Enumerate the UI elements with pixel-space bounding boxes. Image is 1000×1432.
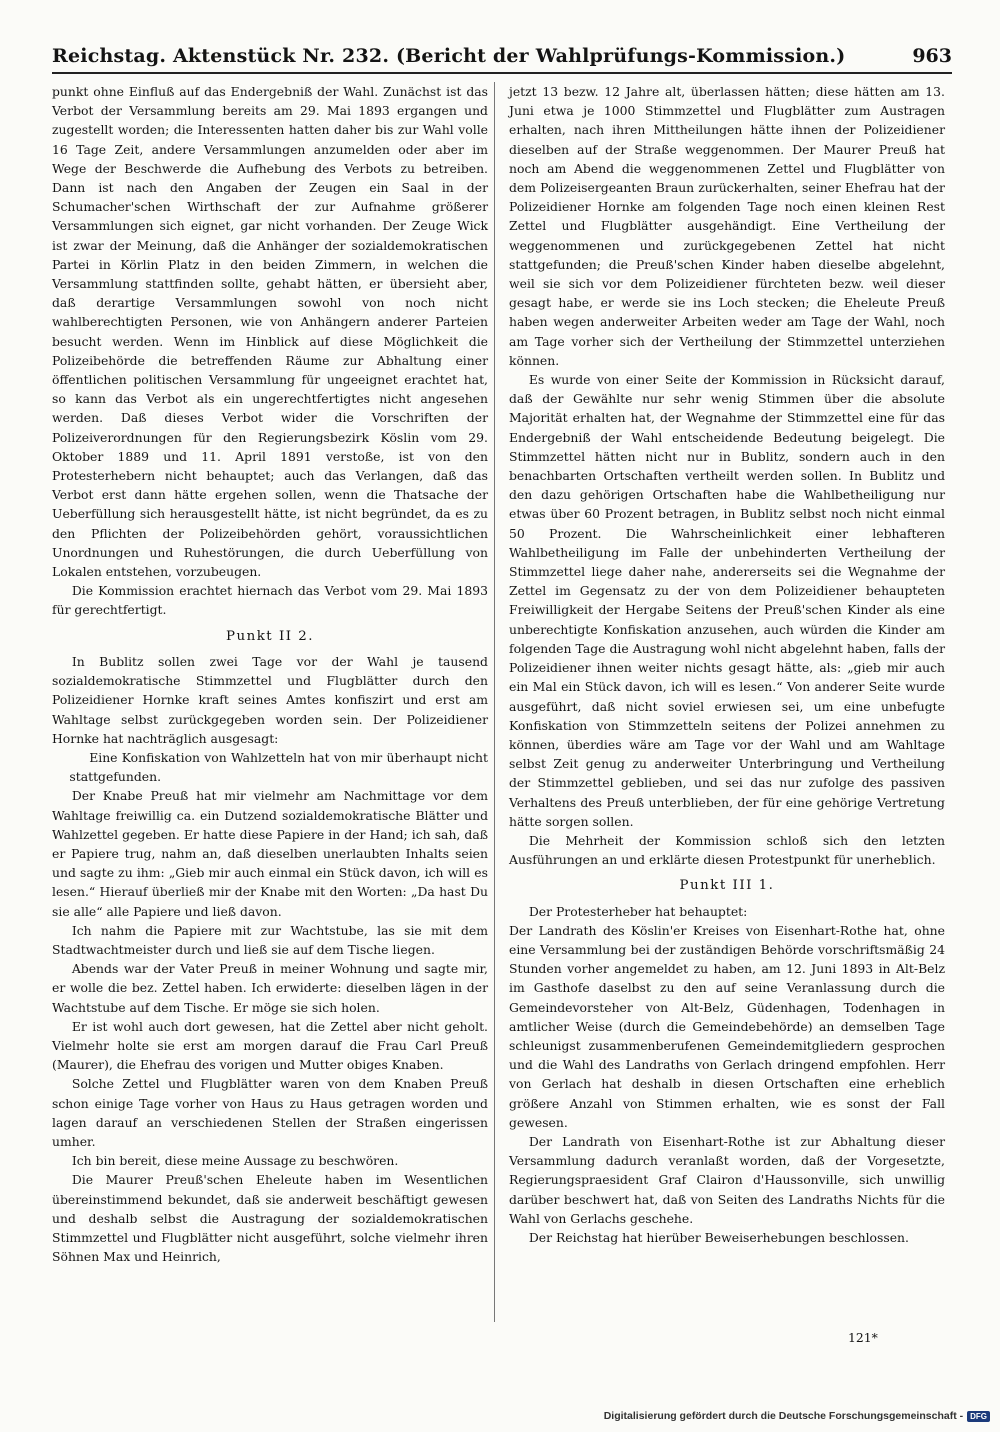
paragraph: Der Landrath von Eisenhart-Rothe ist zur Abhaltung dieser Versammlung dadurch veranlaßt worden, daß der Vorgesetzte, Regierungspraesident Graf Clairon d'Haussonville, sich unwillig darüber beschwert hat, daß von Seiten des Landraths Nichts für die Wahl von Gerlachs geschehe. xyxy=(509,1133,945,1226)
paragraph: Eine Konfiskation von Wahlzetteln hat von mir überhaupt nicht stattgefunden. xyxy=(69,749,488,785)
paragraph: In Bublitz sollen zwei Tage vor der Wahl je tausend sozialdemokratische Stimmzettel und Flugblätter durch den Polizeidiener Hornke kraft seines Amtes konfiszirt und erst am Wahltage selbst zurückgegeben worden sein. Der Polizeidiener Hornke hat nachträglich ausgesagt: xyxy=(52,653,488,746)
paragraph: Es wurde von einer Seite der Kommission in Rücksicht darauf, daß der Gewählte nur sehr wenig Stimmen über die absolute Majorität erhalten hat, der Wegnahme der Stimmzettel eine für das Endergebniß der Wahl entscheidende Bedeutung beigelegt. Die Stimmzettel hätten nicht nur in Bublitz, sondern auch in den benachbarten Ortschaften vertheilt werden sollen. In Bublitz und den dazu gehörigen Ortschaften habe die Wahlbetheiligung nur etwas über 60 Prozent betragen, in Bublitz selbst noch nicht einmal 50 Prozent. Die Wahrscheinlichkeit einer lebhafteren Wahlbetheiligung im Falle der unbehinderten Vertheilung der Stimmzettel liege daher nahe, andererseits sei die Wegnahme der Zettel im Gegensatz zu der von dem Polizeidiener behaupteten Freiwilligkeit der Hergabe Seitens der Preuß'schen Kinder als eine unberechtigte Konfiskation anzusehen, auch würden die Kinder am folgenden Tage die Austragung wohl nicht abgelehnt haben, falls der Polizeidiener ihnen weiter nichts gesagt hätte, als: „gieb mir auch ein Mal ein Stück davon, ich will es lesen.“ Von anderer Seite wurde ausgeführt, daß nicht soviel erwiesen sei, um eine unbefugte Konfiskation von Stimmzetteln seitens der Polizei annehmen zu können, überdies wäre am Tage vor der Wahl und am Wahltage selbst Zeit genug zu anderweiter Unterbringung und Vertheilung der Stimmzettel geblieben, und sei das nur zufolge des passiven Verhaltens des Preuß unterblieben, der für eine gehörige Vertretung hätte sorgen sollen. xyxy=(509,372,945,829)
footer-text: Digitalisierung gefördert durch die Deutsche Forschungsgemeinschaft - xyxy=(603,1410,964,1422)
paragraph: punkt ohne Einfluß auf das Endergebniß der Wahl. Zunächst ist das Verbot der Versammlung bereits am 29. Mai 1893 ergangen und zugestellt worden; die Interessenten hatten daher bis zur Wahl volle 16 Tage Zeit, andere Versammlungen anzumelden oder aber im Wege der Beschwerde die Aufhebung des Verbots zu betreiben. Dann ist nach den Angaben der Zeugen ein Saal in der Schumacher'schen Wirthschaft der zur Aufnahme größerer Versammlungen sich eignet, gar nicht vorhanden. Der Zeuge Wick ist zwar der Meinung, daß die Anhänger der sozialdemokratischen Partei in Körlin Platz in den beiden Zimmern, in welchen die Versammlung stattfinden sollte, gehabt hätten, er übersieht aber, daß derartige Versammlungen sowohl von noch nicht wahlberechtigten Personen, wie von Anhängern anderer Parteien besucht werden. Wenn im Hinblick auf diese Möglichkeit die Polizeibehörde die betreffenden Räume zur Abhaltung einer öffentlichen politischen Versammlung für ungeeignet erachtet hat, so kann das Verbot als ein ungerechtfertigtes nicht angesehen werden. Daß dieses Verbot wider die Vorschriften der Polizeiverordnungen für den Regierungsbezirk Köslin vom 29. Oktober 1889 und 11. April 1891 verstoße, ist von den Protesterhebern nicht behauptet; auch das Verlangen, daß das Verbot erst dann hätte ergehen sollen, wenn die Thatsache der Ueberfüllung sich herausgestellt hätte, ist nicht begründet, da es zu den Pflichten der Polizeibehörden gehört, voraussichtlichen Unordnungen und Ruhestörungen, die durch Ueberfüllung von Lokalen entstehen, vorzubeugen. xyxy=(52,84,488,580)
paragraph: Die Maurer Preuß'schen Eheleute haben im Wesentlichen übereinstimmend bekundet, daß sie anderweit beschäftigt gewesen und deshalb selbst die Austragung der sozialdemokratischen Stimmzettel und Flugblätter nicht ausgeführt, solche vielmehr ihren Söhnen Max und Heinrich, xyxy=(52,1172,488,1265)
page-number: 963 xyxy=(912,45,952,67)
left-column xyxy=(52,82,488,1266)
section-heading: Punkt II 2. xyxy=(225,628,315,644)
dfg-logo-icon: DFG xyxy=(967,1411,990,1422)
section-heading: Punkt III 1. xyxy=(679,878,775,894)
paragraph: Ich bin bereit, diese meine Aussage zu beschwören. xyxy=(71,1153,399,1169)
paragraph: Der Reichstag hat hierüber Beweiserhebungen beschlossen. xyxy=(528,1229,909,1245)
column-divider xyxy=(494,82,495,1322)
header-title: Reichstag. Aktenstück Nr. 232. (Bericht der Wahlprüfungs-Kommission.) xyxy=(52,45,846,67)
digitization-footer xyxy=(604,1410,990,1422)
page-header xyxy=(52,36,952,74)
paragraph: Solche Zettel und Flugblätter waren von dem Knaben Preuß schon einige Tage vorher von Haus zu Haus getragen worden und lagen darauf an verschiedenen Stellen der Straßen eingerissen umher. xyxy=(52,1076,488,1149)
signature-mark: 121* xyxy=(848,1330,878,1345)
paragraph: jetzt 13 bezw. 12 Jahre alt, überlassen hätten; diese hätten am 13. Juni etwa je 1000 Stimmzettel und Flugblätter zum Austragen erhalten, nach ihren Mittheilungen hätte ihnen der Polizeidiener dieselben auf der Straße weggenommen. Der Maurer Preuß hat noch am Abend die weggenommenen Zettel und Flugblätter von dem Polizeisergeanten Braun zurückerhalten, seiner Ehefrau hat der Polizeidiener Hornke am folgenden Tage noch einen kleinen Rest Zettel und Flugblätter ausgehändigt. Eine Vertheilung der weggenommenen und zurückgegebenen Zettel hat nicht stattgefunden; die Preuß'schen Kinder haben dieselbe abgelehnt, weil sie sich vor dem Polizeidiener fürchteten bezw. weil dieser gesagt habe, er werde sie ins Loch stecken; die Eheleute Preuß haben wegen anderweiter Arbeiten weder am Tage der Wahl, noch am Tage vorher sich der Vertheilung der Stimmzettel unterziehen können. xyxy=(509,84,945,368)
paragraph: Er ist wohl auch dort gewesen, hat die Zettel aber nicht geholt. Vielmehr holte sie erst am morgen darauf die Frau Carl Preuß (Maurer), die Ehefrau des vorigen und Mutter obiges Knaben. xyxy=(52,1018,488,1073)
paragraph: Der Protesterheber hat behauptet: xyxy=(528,903,748,919)
paragraph: Der Landrath des Köslin'er Kreises von Eisenhart-Rothe hat, ohne eine Versammlung bei der zuständigen Behörde vorschriftsmäßig 24 Stunden vorher angemeldet zu haben, am 12. Juni 1893 in Alt-Belz im Gasthofe daselbst zu den auf seine Veranlassung durch die Gemeindevorsteher von Alt-Belz, Güdenhagen, Todenhagen in amtlicher Weise (durch die Gemeindebehörde) an demselben Tage schleunigst zusammenberufenen Gemeindemitgliedern gesprochen und die Wahl des Landraths von Gerlach dringend empfohlen. Herr von Gerlach hat deshalb in diesen Ortschaften eine erheblich größere Anzahl von Stimmen erhalten, wie es sonst der Fall gewesen. xyxy=(509,922,945,1130)
paragraph: Der Knabe Preuß hat mir vielmehr am Nachmittage vor dem Wahltage freiwillig ca. ein Dutzend sozialdemokratische Blätter und Wahlzettel gegeben. Er hatte diese Papiere in der Hand; ich sah, daß er Papiere trug, nahm an, daß dieselben unerlaubten Inhalts seien und sagte zu ihm: „Gieb mir auch einmal ein Stück davon, ich will es lesen.“ Hierauf überließ mir der Knabe mit den Worten: „Da hast Du sie alle“ alle Papiere und ließ davon. xyxy=(52,788,488,919)
paragraph: Die Mehrheit der Kommission schloß sich den letzten Ausführungen an und erklärte diesen Protestpunkt für unerheblich. xyxy=(509,832,945,868)
paragraph: Die Kommission erachtet hiernach das Verbot vom 29. Mai 1893 für gerechtfertigt. xyxy=(52,583,488,618)
paragraph: Abends war der Vater Preuß in meiner Wohnung und sagte mir, er wolle die bez. Zettel haben. Ich erwiderte: dieselben lägen in der Wachtstube auf dem Tische. Er möge sie sich holen. xyxy=(52,961,488,1015)
right-column xyxy=(509,82,945,1247)
paragraph: Ich nahm die Papiere mit zur Wachtstube, las sie mit dem Stadtwachtmeister durch und ließ sie auf dem Tische liegen. xyxy=(52,922,488,957)
